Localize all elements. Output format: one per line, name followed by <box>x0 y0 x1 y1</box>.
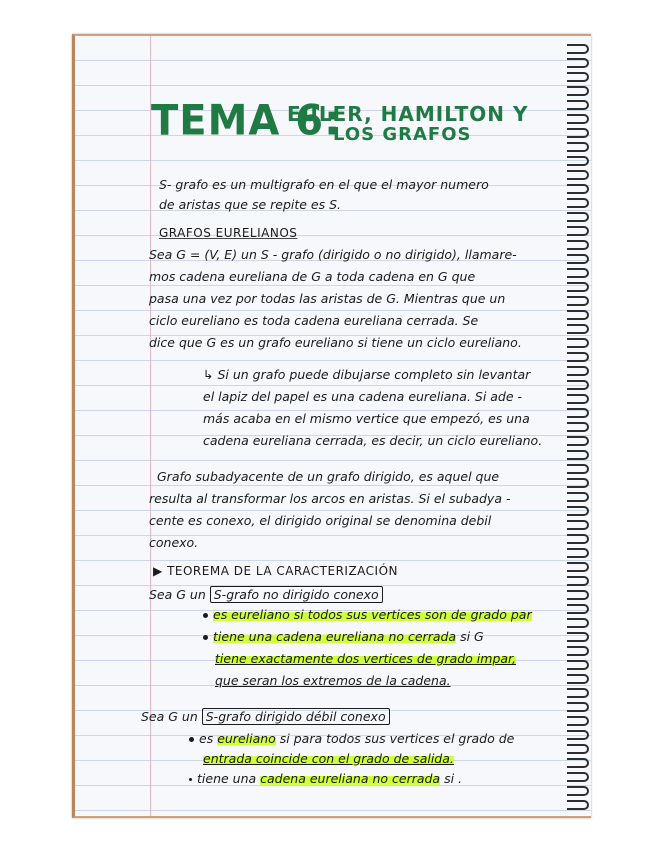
title-main: TEMA 6: <box>151 96 342 146</box>
spiral-coil <box>567 394 589 404</box>
intro-line-1: S- grafo es un multigrafo en el que el mayor numero <box>159 177 489 192</box>
case2-b1-highlight: eureliano <box>217 731 276 746</box>
title-line-2: LOS GRAFOS <box>333 124 472 145</box>
case2-b1-post: si para todos sus vertices el grado de <box>275 731 515 746</box>
theorem-heading-text: TEOREMA DE LA CARACTERIZACIÓN <box>167 564 399 578</box>
spiral-binding <box>567 36 591 816</box>
spiral-coil <box>567 436 589 446</box>
spiral-coil <box>567 212 589 222</box>
spiral-coil <box>567 730 589 740</box>
spiral-coil <box>567 618 589 628</box>
case2-prefix: Sea G un <box>141 709 198 724</box>
spiral-coil <box>567 506 589 516</box>
case2-bullet-2 <box>189 766 462 791</box>
spiral-coil <box>567 58 589 68</box>
spiral-coil <box>567 156 589 166</box>
eulerian-line-3: pasa una vez por todas las aristas de G. Mientras que un <box>149 291 506 306</box>
triangle-bullet-icon: ▶ <box>153 564 163 578</box>
spiral-coil <box>567 590 589 600</box>
spiral-coil <box>567 660 589 670</box>
spiral-coil <box>567 604 589 614</box>
underlying-line-1: Grafo subadyacente de un grafo dirigido, es aquel que <box>157 469 500 484</box>
case1-prefix: Sea G un <box>149 587 206 602</box>
spiral-coil <box>567 240 589 250</box>
case2-b2-highlight: cadena eureliana no cerrada <box>260 771 441 786</box>
case1-b2-highlight: tiene una cadena eureliana no cerrada <box>213 629 457 644</box>
note-line-2: el lapiz del papel es una cadena eureliana. Si ade - <box>203 389 523 404</box>
case1-b2-end: que seran los extremos de la cadena. <box>215 673 451 688</box>
case1-boxed-term: S-grafo no dirigido conexo <box>210 586 383 603</box>
spiral-coil <box>567 786 589 796</box>
spiral-coil <box>567 478 589 488</box>
intro-line-2: de aristas que se repite es S. <box>159 197 342 212</box>
title-line-1: EULER, HAMILTON Y <box>287 102 529 126</box>
bullet-icon <box>189 778 192 781</box>
spiral-coil <box>567 128 589 138</box>
spiral-coil <box>567 548 589 558</box>
underlying-line-3: cente es conexo, el dirigido original se denomina debil <box>149 513 492 528</box>
bullet-icon <box>203 635 208 640</box>
spiral-coil <box>567 534 589 544</box>
spiral-coil <box>567 86 589 96</box>
spiral-coil <box>567 352 589 362</box>
case1-b2-post: si G <box>456 629 484 644</box>
case2-boxed-term: S-grafo dirigido débil conexo <box>202 708 390 725</box>
case2-b2-pre: tiene una <box>197 771 257 786</box>
underlying-line-2: resulta al transformar los arcos en aristas. Si el subadya - <box>149 491 511 506</box>
bullet-icon <box>189 737 194 742</box>
notebook-page <box>72 34 591 818</box>
spiral-coil <box>567 716 589 726</box>
spiral-coil <box>567 646 589 656</box>
spiral-coil <box>567 114 589 124</box>
case2-b1-cont: entrada coincide con el grado de salida. <box>203 751 454 766</box>
eulerian-line-5: dice que G es un grafo eureliano si tiene un ciclo eureliano. <box>149 335 522 350</box>
spiral-coil <box>567 310 589 320</box>
margin-line <box>150 36 151 816</box>
theorem-heading <box>153 564 398 578</box>
eulerian-line-2: mos cadena eureliana de G a toda cadena en G que <box>149 269 476 284</box>
note-line-4: cadena eureliana cerrada, es decir, un ciclo eureliano. <box>203 433 543 448</box>
spiral-coil <box>567 744 589 754</box>
case1-b1-text: es eureliano si todos sus vertices son de grado par <box>213 607 532 622</box>
note-line-3: más acaba en el mismo vertice que empezó, es una <box>203 411 530 426</box>
spiral-coil <box>567 632 589 642</box>
spiral-coil <box>567 450 589 460</box>
spiral-coil <box>567 702 589 712</box>
spiral-coil <box>567 576 589 586</box>
spiral-coil <box>567 492 589 502</box>
spiral-coil <box>567 688 589 698</box>
spiral-coil <box>567 254 589 264</box>
eulerian-line-4: ciclo eureliano es toda cadena eureliana cerrada. Se <box>149 313 479 328</box>
spiral-coil <box>567 100 589 110</box>
case2-b1-pre: es <box>199 731 214 746</box>
spiral-coil <box>567 408 589 418</box>
spiral-coil <box>567 772 589 782</box>
spiral-coil <box>567 674 589 684</box>
note-line-1: ↳ Si un grafo puede dibujarse completo sin levantar <box>203 367 531 382</box>
spiral-coil <box>567 800 589 810</box>
case1-bullet-2-end <box>215 668 451 693</box>
spiral-coil <box>567 324 589 334</box>
spiral-coil <box>567 184 589 194</box>
spiral-coil <box>567 170 589 180</box>
spiral-coil <box>567 226 589 236</box>
bullet-icon <box>203 613 208 618</box>
spiral-coil <box>567 758 589 768</box>
case2-b2-post: si . <box>440 771 463 786</box>
spiral-coil <box>567 282 589 292</box>
spiral-coil <box>567 520 589 530</box>
spiral-coil <box>567 366 589 376</box>
spiral-coil <box>567 422 589 432</box>
spiral-coil <box>567 142 589 152</box>
spiral-coil <box>567 296 589 306</box>
spiral-coil <box>567 380 589 390</box>
spiral-coil <box>567 44 589 54</box>
spiral-coil <box>567 268 589 278</box>
eulerian-heading: GRAFOS EURELIANOS <box>159 226 298 240</box>
spiral-coil <box>567 562 589 572</box>
case1-b2-cont: tiene exactamente dos vertices de grado impar, <box>215 651 517 666</box>
spiral-coil <box>567 72 589 82</box>
spiral-coil <box>567 464 589 474</box>
spiral-coil <box>567 338 589 348</box>
underlying-line-4: conexo. <box>149 535 199 550</box>
eulerian-line-1: Sea G = (V, E) un S - grafo (dirigido o no dirigido), llamare- <box>149 247 517 262</box>
spiral-coil <box>567 198 589 208</box>
